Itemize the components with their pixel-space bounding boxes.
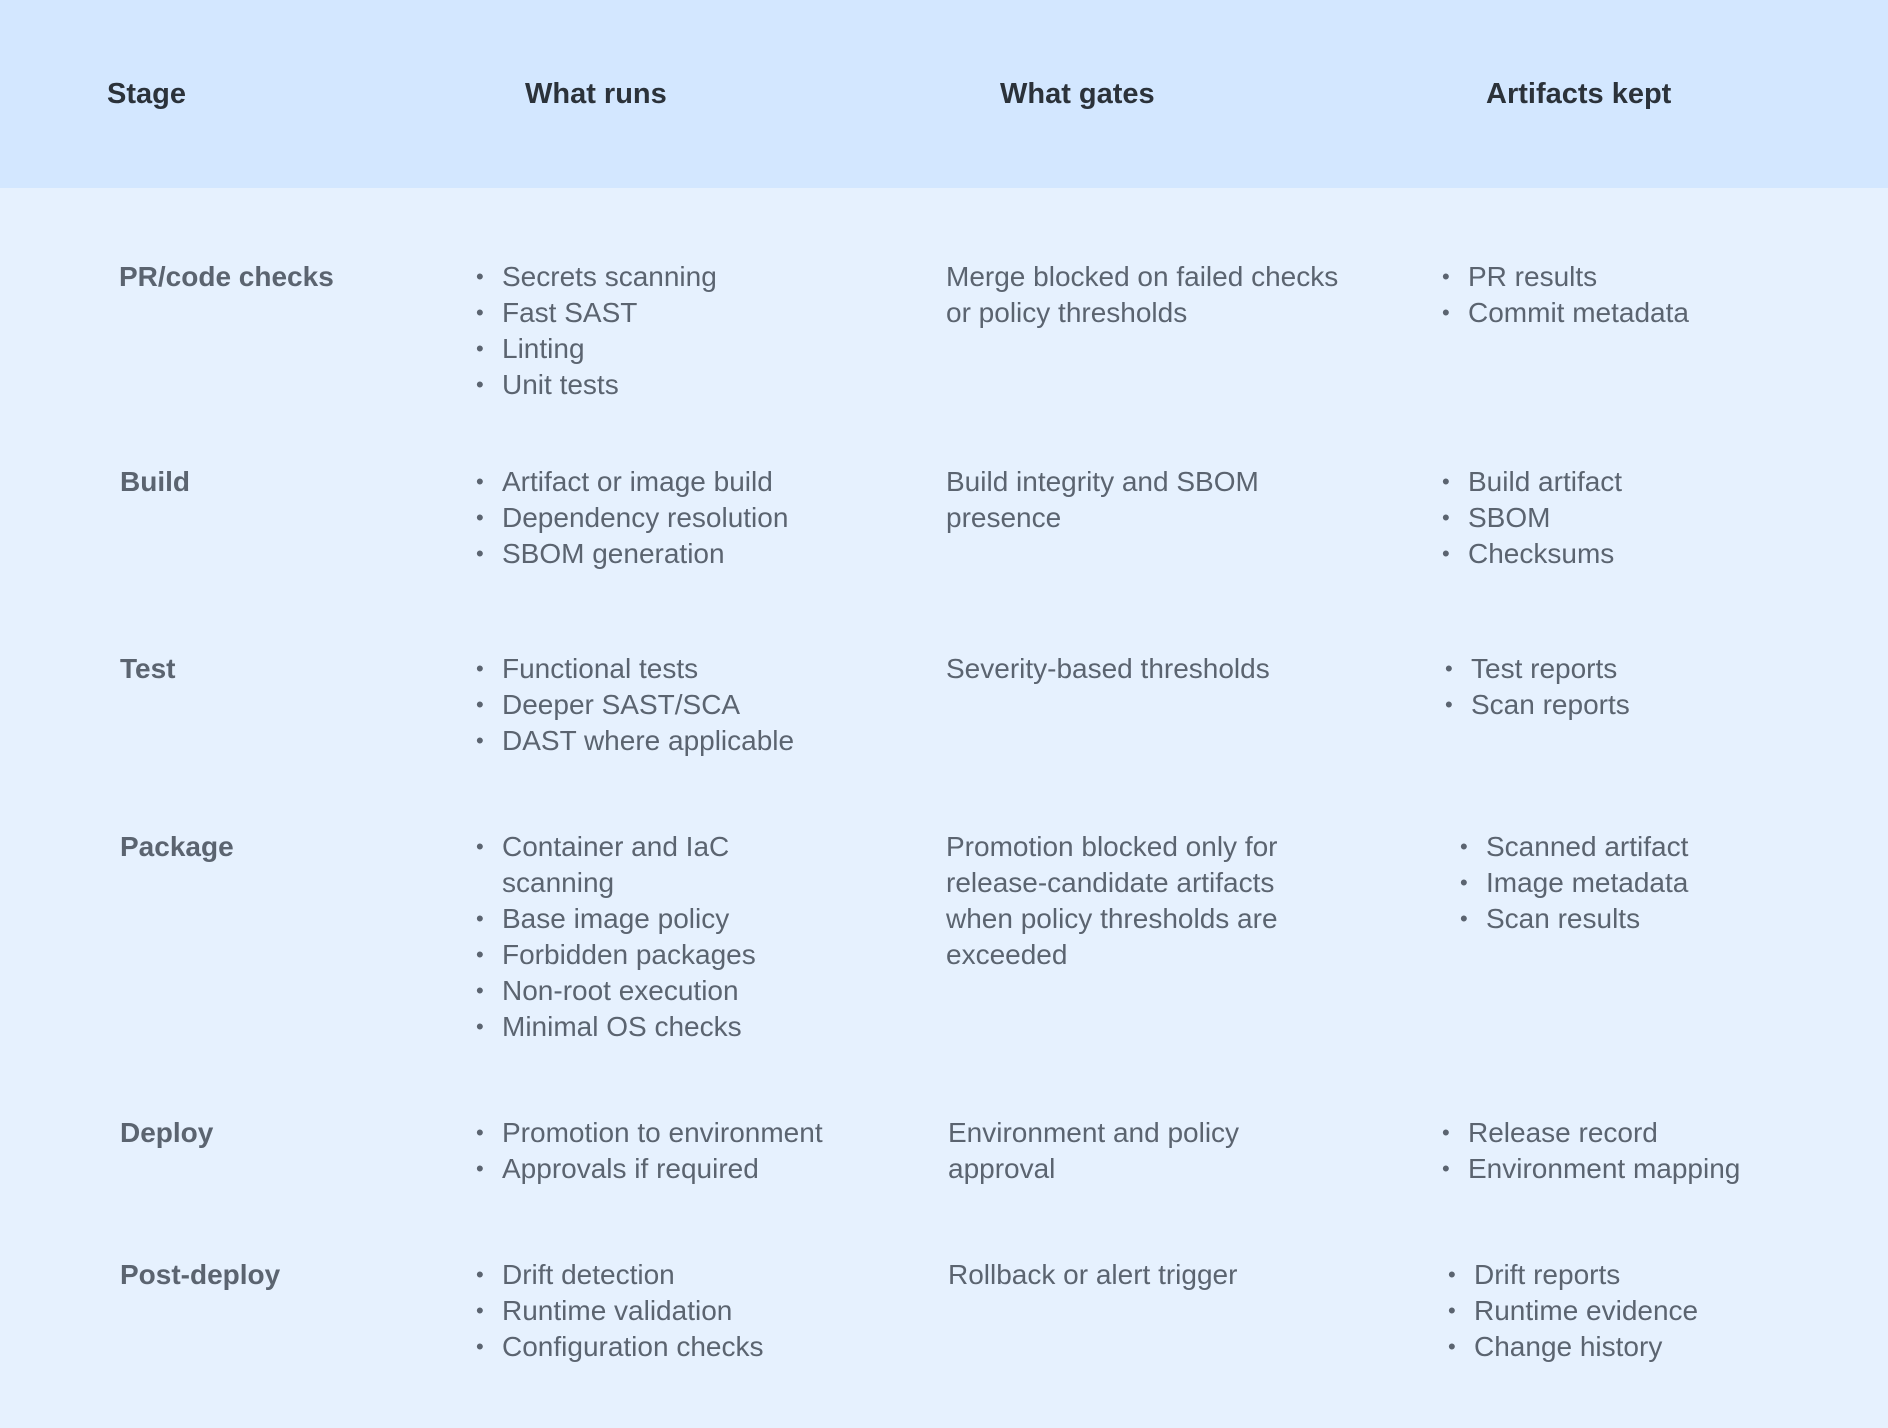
runs-item: • Promotion to environment: [474, 1115, 894, 1151]
gates-cell: [948, 1257, 1348, 1293]
runs-item: • Base image policy: [474, 901, 764, 937]
runs-cell: [474, 1115, 894, 1187]
artifacts-cell: [1443, 651, 1863, 723]
runs-item: • Dependency resolution: [474, 500, 894, 536]
runs-item: • Drift detection: [474, 1257, 894, 1293]
artifacts-cell: [1440, 259, 1860, 331]
runs-item: • Configuration checks: [474, 1329, 894, 1365]
runs-item: • Fast SAST: [474, 295, 894, 331]
runs-item: • DAST where applicable: [474, 723, 894, 759]
runs-item: • Linting: [474, 331, 894, 367]
artifacts-cell: [1446, 1257, 1866, 1365]
gates-text: Environment and policy approval: [948, 1117, 1240, 1184]
artifact-item: • Checksums: [1440, 536, 1860, 572]
artifact-item: • Drift reports: [1446, 1257, 1866, 1293]
artifact-item: • Release record: [1440, 1115, 1860, 1151]
runs-item: • Minimal OS checks: [474, 1009, 764, 1045]
runs-item: • Forbidden packages: [474, 937, 764, 973]
stage-name: Package: [120, 831, 234, 862]
stage-name: Test: [120, 653, 176, 684]
artifact-item: • Scanned artifact: [1458, 829, 1878, 865]
stage-name: Post-deploy: [120, 1259, 281, 1290]
header-artifacts-kept: Artifacts kept: [1486, 78, 1672, 110]
artifact-item: • Change history: [1446, 1329, 1866, 1365]
artifact-item: • Runtime evidence: [1446, 1293, 1866, 1329]
artifacts-cell: [1458, 829, 1878, 937]
stage-name: Build: [120, 466, 190, 497]
runs-item: • Unit tests: [474, 367, 894, 403]
gates-cell: [946, 651, 1346, 687]
artifact-item: • Environment mapping: [1440, 1151, 1860, 1187]
runs-item: • Functional tests: [474, 651, 894, 687]
artifacts-cell: [1440, 1115, 1860, 1187]
artifact-item: • Test reports: [1443, 651, 1863, 687]
runs-item: • Artifact or image build: [474, 464, 894, 500]
runs-item: • Secrets scanning: [474, 259, 894, 295]
gates-text: Severity-based thresholds: [946, 653, 1270, 684]
runs-cell: [474, 1257, 894, 1365]
artifact-item: • Scan reports: [1443, 687, 1863, 723]
table-header: [0, 0, 1888, 188]
gates-cell: [946, 259, 1346, 331]
header-what-gates: What gates: [1000, 78, 1155, 110]
gates-text: Rollback or alert trigger: [948, 1259, 1238, 1290]
gates-text: Merge blocked on failed checks or policy thresholds: [946, 261, 1339, 328]
artifact-item: • PR results: [1440, 259, 1860, 295]
gates-text: Build integrity and SBOM presence: [946, 466, 1259, 533]
header-stage: Stage: [107, 78, 186, 110]
artifact-item: • Image metadata: [1458, 865, 1878, 901]
artifact-item: • SBOM: [1440, 500, 1860, 536]
runs-item: • SBOM generation: [474, 536, 894, 572]
artifact-item: • Commit metadata: [1440, 295, 1860, 331]
runs-item: • Deeper SAST/SCA: [474, 687, 894, 723]
artifacts-cell: [1440, 464, 1860, 572]
runs-cell: [474, 464, 894, 572]
artifact-item: • Scan results: [1458, 901, 1878, 937]
gates-cell: [948, 1115, 1308, 1187]
stage-name: PR/code checks: [119, 261, 334, 292]
runs-item: • Runtime validation: [474, 1293, 894, 1329]
runs-cell: [474, 651, 894, 759]
gates-cell: [946, 829, 1326, 973]
runs-cell: [474, 829, 894, 1045]
header-what-runs: What runs: [525, 78, 667, 110]
runs-item: • Container and IaC scanning: [474, 829, 764, 901]
runs-cell: [474, 259, 894, 403]
runs-item: • Approvals if required: [474, 1151, 894, 1187]
gates-cell: [946, 464, 1346, 536]
runs-item: • Non-root execution: [474, 973, 764, 1009]
artifact-item: • Build artifact: [1440, 464, 1860, 500]
stage-name: Deploy: [120, 1117, 214, 1148]
gates-text: Promotion blocked only for release-candidate artifacts when policy thresholds are exceeded: [946, 831, 1278, 970]
